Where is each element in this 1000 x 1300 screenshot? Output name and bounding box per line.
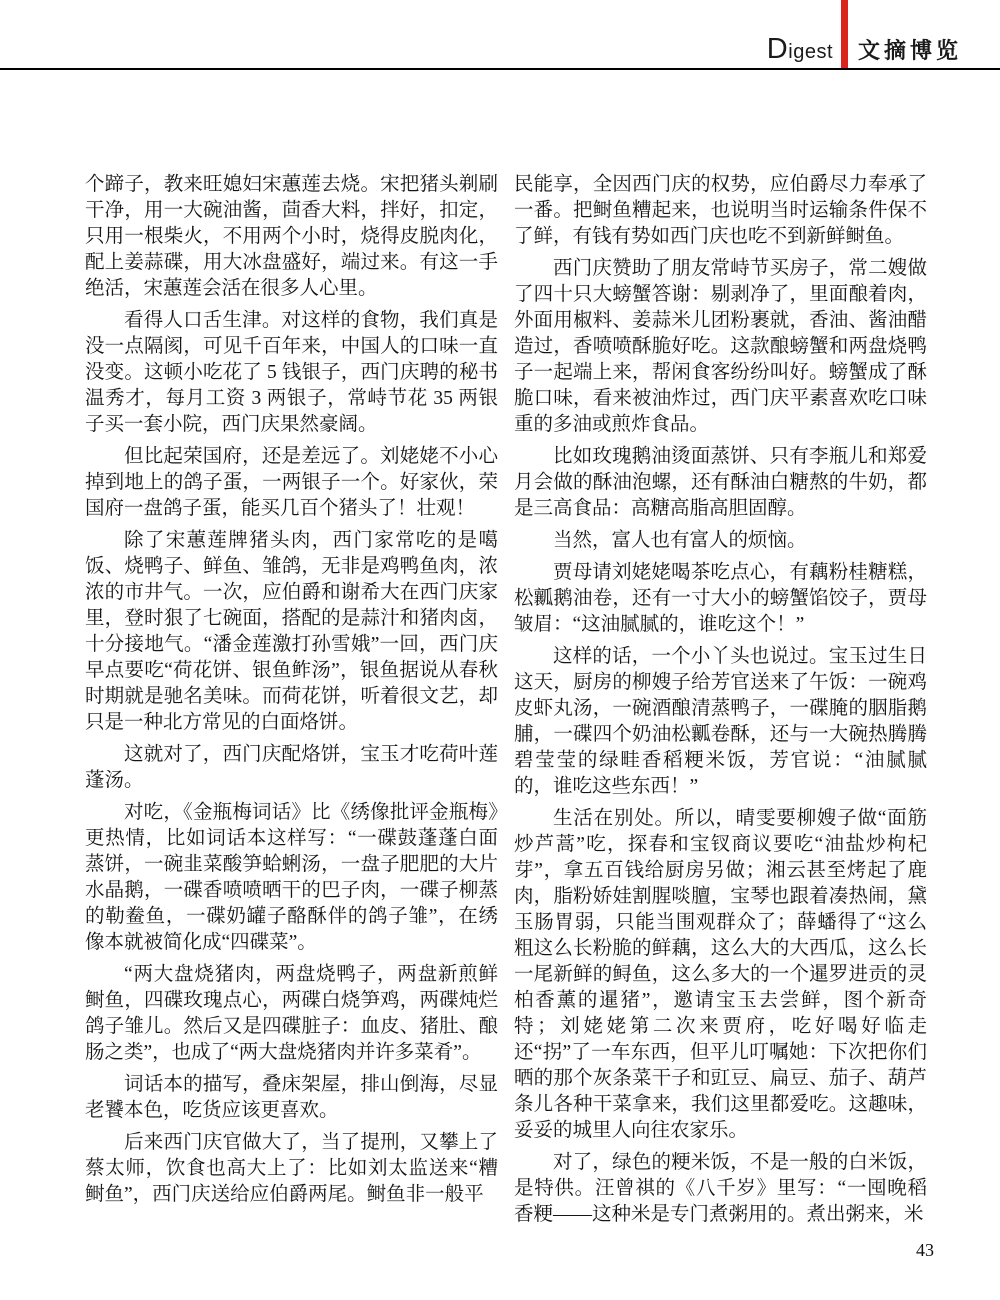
section-title: 文摘博览 xyxy=(858,38,963,63)
article-paragraph: 看得人口舌生津。对这样的食物，我们真是没一点隔阂，可见千百年来，中国人的口味一直没变。这顿小吃花了 5 钱银子，西门庆聘的秘书温秀才，每月工资 3 两银子，常峙节花 35 两银子买一套小院，西门庆果然豪阔。 xyxy=(85,310,498,435)
article-paragraph: 词话本的描写，叠床架屋，排山倒海，尽显老饕本色，吃货应该更喜欢。 xyxy=(85,1074,498,1121)
article-paragraph: 贾母请刘姥姥喝茶吃点心，有藕粉桂糖糕，松瓤鹅油卷，还有一寸大小的螃蟹馅饺子，贾母皱眉：“这油腻腻的，谁吃这个！” xyxy=(514,562,927,635)
page-number: 43 xyxy=(916,1240,934,1260)
magazine-name-english: Digest xyxy=(766,33,833,65)
article-paragraph: 但比起荣国府，还是差远了。刘姥姥不小心掉到地上的鸽子蛋，一两银子一个。好家伙，荣国府一盘鸽子蛋，能买几百个猪头了！壮观！ xyxy=(85,446,498,519)
article-paragraph: 这就对了，西门庆配烙饼，宝玉才吃荷叶莲蓬汤。 xyxy=(85,744,498,791)
article-paragraph: 西门庆赞助了朋友常峙节买房子，常二嫂做了四十只大螃蟹答谢：剔剥净了，里面酿着肉，外面用椒料、姜蒜米儿团粉裹就，香油、酱油醋造过，香喷喷酥脆好吃。这款酿螃蟹和两盘烧鸭子一起端上来，帮闲食客纷纷叫好。螃蟹成了酥脆口味，看来被油炸过，西门庆平素喜欢吃口味重的多油或煎炸食品。 xyxy=(514,258,927,435)
article-paragraph: 这样的话，一个小丫头也说过。宝玉过生日这天，厨房的柳嫂子给芳官送来了午饭：一碗鸡皮虾丸汤，一碗酒酿清蒸鸭子，一碟腌的胭脂鹅脯，一碟四个奶油松瓤卷酥，还与一大碗热腾腾碧莹莹的绿畦香稻粳米饭，芳官说：“油腻腻的，谁吃这些东西！” xyxy=(514,646,927,797)
article-paragraph: “两大盘烧猪肉，两盘烧鸭子，两盘新煎鲜鲥鱼，四碟玫瑰点心，两碟白烧笋鸡，两碟炖烂鸽子雏儿。然后又是四碟脏子：血皮、猪肚、酿肠之类”，也成了“两大盘烧猪肉并许多菜肴”。 xyxy=(85,964,498,1063)
article-paragraph: 对吃，《金瓶梅词话》比《绣像批评金瓶梅》更热情，比如词话本这样写：“一碟鼓蓬蓬白面蒸饼，一碗韭菜酸笋蛤蜊汤，一盘子肥肥的大片水晶鹅，一碟香喷喷晒干的巴子肉，一碟子柳蒸的勒鲞鱼，一碟奶罐子酪酥伴的鸽子雏”，在绣像本就被简化成“四碟菜”。 xyxy=(85,802,498,953)
article-paragraph: 后来西门庆官做大了，当了提刑，又攀上了蔡太师，饮食也高大上了：比如刘太监送来“糟鲥鱼”，西门庆送给应伯爵两尾。鲥鱼非一般平 xyxy=(85,1132,498,1205)
article-paragraph: 生活在别处。所以，晴雯要柳嫂子做“面筋炒芦蒿”吃，探春和宝钗商议要吃“油盐炒枸杞芽”，拿五百钱给厨房另做；湘云甚至烤起了鹿肉，脂粉娇娃割腥啖膻，宝琴也跟着凑热闹，黛玉肠胃弱，只能当围观群众了；薛蟠得了“这么粗这么长粉脆的鲜藕，这么大的大西瓜，这么长一尾新鲜的鲟鱼，这么多大的一个暹罗进贡的灵柏香薰的暹猪”，邀请宝玉去尝鲜，图个新奇特；刘姥姥第二次来贾府，吃好喝好临走还“拐”了一车东西，但平儿叮嘱她：下次把你们晒的那个灰条菜干子和豇豆、扁豆、茄子、葫芦条儿各种干菜拿来，我们这里都爱吃。这趣味，妥妥的城里人向往农家乐。 xyxy=(514,808,927,1141)
article-paragraph: 对了，绿色的粳米饭，不是一般的白米饭，是特供。汪曾祺的《八千岁》里写：“一囤晚稻香粳——这种米是专门煮粥用的。煮出粥来，米 xyxy=(514,1152,927,1225)
article-paragraph: 当然，富人也有富人的烦恼。 xyxy=(553,530,807,551)
article-paragraph: 个蹄子，教来旺媳妇宋蕙莲去烧。宋把猪头剃刷干净，用一大碗油酱，茴香大料，拌好，扣定，只用一根柴火，不用两个小时，烧得皮脱肉化，配上姜蒜碟，用大冰盘盛好，端过来。有这一手绝活，宋蕙莲会活在很多人心里。 xyxy=(85,174,498,299)
header-accent-bar xyxy=(841,0,848,70)
article-paragraph: 民能享，全因西门庆的权势，应伯爵尽力奉承了一番。把鲥鱼糟起来，也说明当时运输条件保不了鲜，有钱有势如西门庆也吃不到新鲜鲥鱼。 xyxy=(514,174,927,247)
article-right-column xyxy=(514,172,927,1234)
article-paragraph: 除了宋蕙莲牌猪头肉，西门家常吃的是噶饭、烧鸭子、鲜鱼、雏鸽，无非是鸡鸭鱼肉，浓浓的市井气。一次，应伯爵和谢希大在西门庆家里，登时狠了七碗面，搭配的是蒜汁和猪肉卤，十分接地气。“潘金莲激打孙雪娥”一回，西门庆早点要吃“荷花饼、银鱼鲊汤”，银鱼据说从春秋时期就是驰名美味。而荷花饼，听着很文艺，却只是一种北方常见的白面烙饼。 xyxy=(85,530,498,733)
article-paragraph: 比如玫瑰鹅油烫面蒸饼、只有李瓶儿和郑爱月会做的酥油泡螺，还有酥油白糖熬的牛奶，都是三高食品：高糖高脂高胆固醇。 xyxy=(514,446,927,519)
article-left-column xyxy=(85,172,498,1214)
header-divider-rule xyxy=(0,68,1000,70)
